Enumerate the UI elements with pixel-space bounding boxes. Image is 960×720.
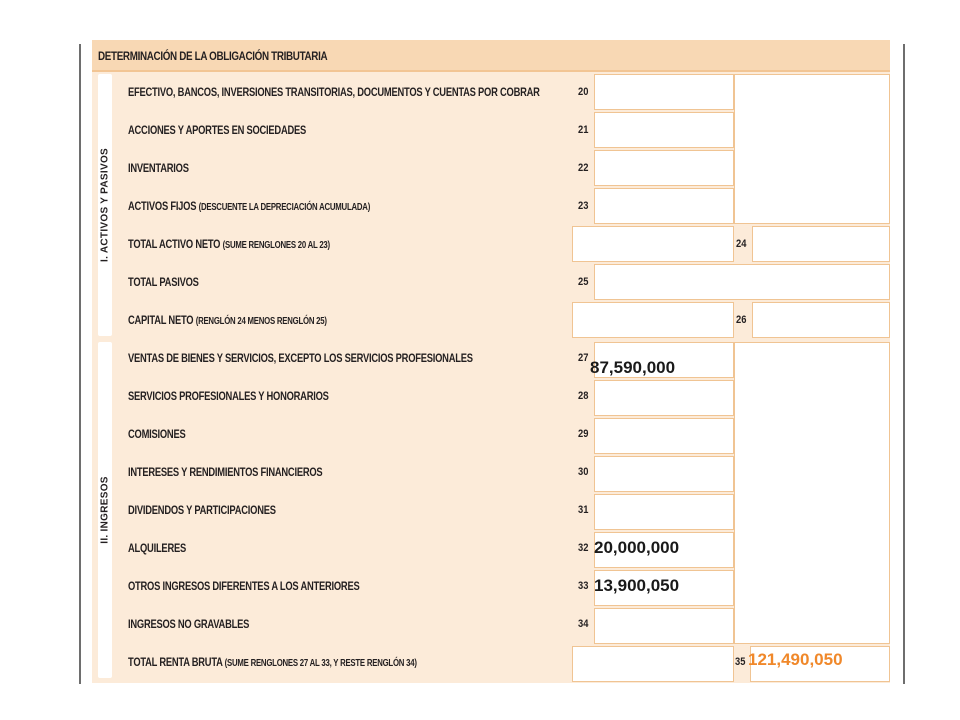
row-31-field[interactable] <box>594 494 734 530</box>
row-23-text: ACTIVOS FIJOS <box>128 199 197 213</box>
row-27-code: 27 <box>578 352 589 364</box>
row-23-label <box>128 199 370 213</box>
row-29-code: 29 <box>578 428 589 440</box>
row-23-field[interactable] <box>594 188 734 224</box>
row-31-code: 31 <box>578 504 589 516</box>
row-22-field[interactable] <box>594 150 734 186</box>
row-26-note: (RENGLÓN 24 MENOS RENGLÓN 25) <box>195 316 327 327</box>
row-32-code: 32 <box>578 542 589 554</box>
form-title: DETERMINACIÓN DE LA OBLIGACIÓN TRIBUTARIA <box>98 49 328 63</box>
row-25-field[interactable] <box>594 264 890 300</box>
row-29-field[interactable] <box>594 418 734 454</box>
row-24-field[interactable] <box>752 226 890 262</box>
row-33-code: 33 <box>578 580 589 592</box>
section-assets-sidebar <box>98 74 112 336</box>
row-34-label: INGRESOS NO GRAVABLES <box>128 617 250 631</box>
section-income-label: II. INGRESOS <box>99 476 111 544</box>
row-35-spacer <box>572 646 734 682</box>
row-24-spacer <box>572 226 734 262</box>
row-24-code: 24 <box>736 238 747 250</box>
row-30-field[interactable] <box>594 456 734 492</box>
row-26-field[interactable] <box>752 302 890 338</box>
row-32-label: ALQUILERES <box>128 541 186 555</box>
row-35-text: TOTAL RENTA BRUTA <box>128 655 223 669</box>
row-32-value: 20,000,000 <box>594 538 680 557</box>
row-25-label: TOTAL PASIVOS <box>128 275 199 289</box>
row-34-field[interactable] <box>594 608 734 644</box>
row-20-code: 20 <box>578 86 589 98</box>
row-26-code: 26 <box>736 314 747 326</box>
row-24-label <box>128 237 330 251</box>
row-28-label: SERVICIOS PROFESIONALES Y HONORARIOS <box>128 389 329 403</box>
row-35-value: 121,490,050 <box>748 650 843 669</box>
row-20-label: EFECTIVO, BANCOS, INVERSIONES TRANSITORIAS, DOCUMENTOS Y CUENTAS POR COBRAR <box>128 85 540 99</box>
row-35-note: (SUME RENGLONES 27 AL 33, Y RESTE RENGLÓN 34) <box>224 658 417 669</box>
row-35-code: 35 <box>735 656 746 668</box>
row-34-code: 34 <box>578 618 589 630</box>
income-summary-area <box>734 342 890 644</box>
row-25-code: 25 <box>578 276 589 288</box>
row-21-field[interactable] <box>594 112 734 148</box>
row-22-code: 22 <box>578 162 589 174</box>
form-header <box>92 40 890 72</box>
row-30-label: INTERESES Y RENDIMIENTOS FINANCIEROS <box>128 465 323 479</box>
tax-form <box>92 40 890 683</box>
row-22-label: INVENTARIOS <box>128 161 189 175</box>
row-27-label: VENTAS DE BIENES Y SERVICIOS, EXCEPTO LOS SERVICIOS PROFESIONALES <box>128 351 473 365</box>
row-21-label: ACCIONES Y APORTES EN SOCIEDADES <box>128 123 307 137</box>
row-24-text: TOTAL ACTIVO NETO <box>128 237 221 251</box>
row-28-field[interactable] <box>594 380 734 416</box>
assets-summary-area <box>734 74 890 224</box>
row-26-spacer <box>572 302 734 338</box>
row-26-text: CAPITAL NETO <box>128 313 194 327</box>
row-26-label <box>128 313 327 327</box>
row-27-value: 87,590,000 <box>590 358 676 377</box>
row-24-note: (SUME RENGLONES 20 AL 23) <box>222 240 330 251</box>
row-28-code: 28 <box>578 390 589 402</box>
right-border-line <box>903 44 905 684</box>
row-23-code: 23 <box>578 200 589 212</box>
row-30-code: 30 <box>578 466 589 478</box>
section-income-sidebar <box>98 342 112 678</box>
row-31-label: DIVIDENDOS Y PARTICIPACIONES <box>128 503 276 517</box>
row-21-code: 21 <box>578 124 589 136</box>
row-29-label: COMISIONES <box>128 427 186 441</box>
row-20-field[interactable] <box>594 74 734 110</box>
row-35-label <box>128 655 417 669</box>
row-33-label: OTROS INGRESOS DIFERENTES A LOS ANTERIORES <box>128 579 360 593</box>
section-assets-label: I. ACTIVOS Y PASIVOS <box>99 148 111 262</box>
left-border-line <box>79 44 81 684</box>
row-23-note: (DESCUENTE LA DEPRECIACIÓN ACUMULADA) <box>198 202 371 213</box>
row-33-value: 13,900,050 <box>594 576 680 595</box>
